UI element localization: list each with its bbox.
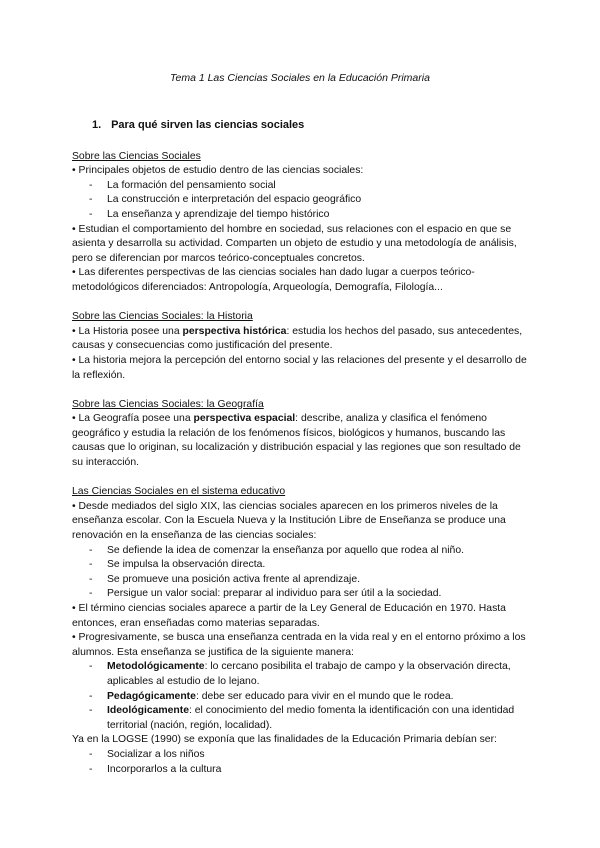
bold-term: Pedagógicamente (107, 690, 196, 702)
list-item (72, 660, 532, 689)
heading-number: 1. (92, 119, 102, 131)
paragraph: • La historia mejora la percepción del entorno social y las relaciones del presente y el desarrollo de la reflexión. (72, 354, 527, 381)
list-item (72, 690, 532, 705)
paragraph: • Principales objetos de estudio dentro de las ciencias sociales: (72, 165, 364, 177)
bold-term: Metodológicamente (107, 661, 205, 673)
list-item (72, 704, 532, 733)
subsection-title: Sobre las Ciencias Sociales: la Historia (72, 311, 253, 323)
text-run: : debe ser educado para vivir en el mundo que le rodea. (195, 690, 454, 702)
subsection-title: Las Ciencias Sociales en el sistema educativo (72, 486, 286, 498)
paragraph: Ya en la LOGSE (1990) se exponía que las finalidades de la Educación Primaria debían ser: (72, 734, 497, 746)
text-run: : estudia los hechos del pasado, sus antecedentes, causas y consecuencias como justificación del presente. (72, 325, 523, 352)
bold-term: perspectiva histórica (182, 325, 287, 337)
list-item: - Incorporarlos a la cultura (72, 763, 532, 778)
bold-term: perspectiva espacial (193, 413, 296, 425)
list-item: - La formación del pensamiento social (72, 179, 532, 194)
heading-text: Para qué sirven las ciencias sociales (111, 119, 305, 131)
subsection-title: Sobre las Ciencias Sociales: la Geografía (72, 398, 264, 410)
paragraph: • Estudian el comportamiento del hombre en sociedad, sus relaciones con el espacio en que se asienta y desarrolla su actividad. Comparten un objeto de estudio y una metodología de análisis, pero se diferencian por marcos teórico-conceptuales concretos. (72, 223, 517, 264)
dash-list (72, 179, 532, 223)
text-run: : el conocimiento del medio fomenta la identificación con una identidad territorial (nación, región, localidad). (107, 705, 515, 731)
paragraph (72, 325, 532, 354)
text-run: • La Geografía posee una (72, 413, 194, 425)
dash-list (72, 660, 532, 733)
text-run: : lo cercano posibilita el trabajo de campo y la observación directa, aplicables al estudio de lo lejano. (107, 661, 511, 687)
document-body (72, 118, 532, 777)
subsection-title: Sobre las Ciencias Sociales (72, 150, 201, 162)
bold-term: Ideológicamente (107, 705, 189, 717)
dash-list (72, 544, 532, 602)
paragraph: • El término ciencias sociales aparece a partir de la Ley General de Educación en 1970. Hasta entonces, eran enseñadas como materias separadas. (72, 603, 506, 629)
list-item: - Persigue un valor social: preparar al individuo para ser útil a la sociedad. (72, 587, 532, 602)
paragraph: • Desde mediados del siglo XIX, las ciencias sociales aparecen en los primeros niveles de la enseñanza escolar. Con la Escuela Nueva y la Institución Libre de Enseñanza se produce una renovación en la enseñanza de las ciencias sociales: (72, 500, 506, 542)
list-item: - Se defiende la idea de comenzar la enseñanza por aquello que rodea al niño. (72, 544, 532, 559)
paragraph: • Las diferentes perspectivas de las ciencias sociales han dado lugar a cuerpos teórico-metodológicos diferenciados: Antropología, Arqueología, Demografía, Filología... (72, 267, 475, 293)
section-heading (92, 118, 532, 133)
list-item: - Se impulsa la observación directa. (72, 558, 532, 573)
text-run: • La Historia posee una (72, 325, 183, 337)
paragraph (72, 412, 532, 470)
text-run: : describe, analiza y clasifica el fenómeno geográfico y estudia la relación de los fenómenos físicos, biológicos y humanos, buscando las causas que lo originan, su localización y distribución espacial y las regiones que son resultado de su interacción. (72, 413, 521, 469)
list-item: - La construcción e interpretación del espacio geográfico (72, 193, 532, 208)
list-item: - La enseñanza y aprendizaje del tiempo histórico (72, 208, 532, 223)
list-item: - Se promueve una posición activa frente al aprendizaje. (72, 573, 532, 588)
page-header: Tema 1 Las Ciencias Sociales en la Educación Primaria (170, 72, 430, 84)
list-item: - Socializar a los niños (72, 748, 532, 763)
paragraph: • Progresivamente, se busca una enseñanza centrada en la vida real y en el entorno próximo a los alumnos. Esta enseñanza se justifica de la siguiente manera: (72, 632, 526, 658)
dash-list (72, 748, 532, 777)
